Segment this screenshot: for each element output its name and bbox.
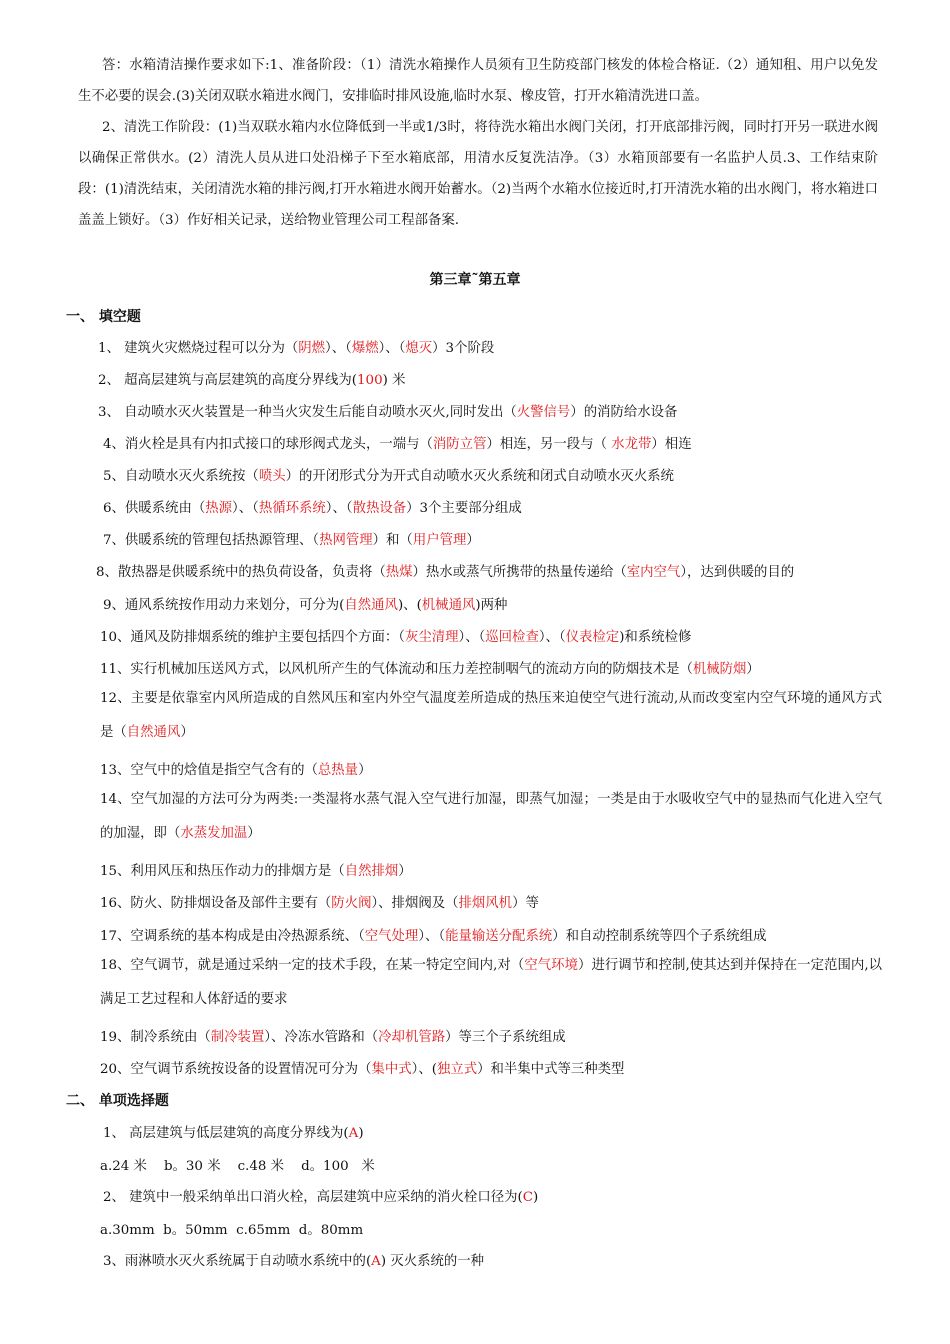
answer-text: 空气处理 (364, 929, 419, 944)
answer-text: 100 (357, 373, 383, 388)
answer-block (78, 50, 878, 236)
fill-blank-item: 12、主要是依靠室内风所造成的自然风压和室内外空气温度差所造成的热压来迫使空气进行流动,从而改变室内空气环境的通风方式是（自然通风） (100, 691, 882, 740)
fill-blank-item: 7、供暖系统的管理包括热源管理、（热网管理）和（用户管理） (103, 533, 480, 548)
answer-text: 散热设备 (352, 501, 407, 516)
answer-text: 爆燃 (351, 341, 379, 356)
answer-text: 冷却机管路 (378, 1030, 446, 1045)
answer-text: 热循环系统 (258, 501, 326, 516)
fill-blank-item: 1、 建筑火灾燃烧过程可以分为（阴燃）、（爆燃）、（熄灭）3个阶段 (98, 341, 495, 356)
answer-text: 总热量 (317, 763, 359, 778)
fill-blank-item: 18、空气调节，就是通过采纳一定的技术手段，在某一特定空间内,对（空气环境）进行调节和控制,使其达到并保持在一定范围内,以满足工艺过程和人体舒适的要求 (100, 958, 883, 1007)
fill-blank-item: 8、散热器是供暖系统中的热负荷设备，负责将（热煤）热水或蒸气所携带的热量传递给（室内空气），达到供暖的目的 (96, 565, 795, 580)
choice-options: a.30mm b。50mm c.65mm d。80mm (100, 1223, 364, 1238)
answer-text: 集中式 (371, 1062, 412, 1077)
answer-paragraph-2: 2、清洗工作阶段：(1)当双联水箱内水位降低到一半或1/3时，将待洗水箱出水阀门关闭，打开底部排污阀，同时打开另一联进水阀以确保正常供水。(2）清洗人员从进口处沿梯子下至水箱底部，用清水反复洗洁净。（3）水箱顶部要有一名监护人员.3、工作结束阶段：(1)清洗结束，关闭清洗水箱的排污阀,打开水箱进水阀开始蓄水。（2)当两个水箱水位接近时,打开清洗水箱的出水阀门，将水箱进口盖盖上锁好。（3）作好相关记录，送给物业管理公司工程部备案. (78, 120, 878, 228)
answer-text: A (348, 1126, 359, 1141)
choice-question: 3、雨淋喷水灭火系统属于自动喷水系统中的(A) 灭火系统的一种 (103, 1254, 485, 1269)
fill-blank-item: 14、空气加湿的方法可分为两类:一类湿将水蒸气混入空气进行加湿，即蒸气加湿；一类是由于水吸收空气中的显热而气化进入空气的加湿，即（水蒸发加温） (100, 792, 882, 841)
answer-text: 自然通风 (126, 725, 181, 740)
answer-text: 自然通风 (344, 598, 398, 613)
chapter-title: 第三章˜第五章 (429, 272, 521, 288)
answer-text: 巡回检查 (485, 630, 539, 645)
answer-text: 热源 (205, 501, 233, 516)
answer-text: 机械通风 (421, 598, 476, 613)
answer-text: 独立式 (436, 1062, 478, 1077)
answer-text: 仪表检定 (565, 630, 620, 645)
answer-paragraph-1: 答：水箱清洁操作要求如下:1、准备阶段：（1）清洗水箱操作人员须有卫生防疫部门核发的体检合格证.（2）通知租、用户以免发生不必要的误会.(3)关闭双联水箱进水阀门，安排临时排风设施,临时水泵、橡皮管，打开水箱清洗进口盖。 (78, 58, 878, 104)
fill-blank-item: 9、通风系统按作用动力来划分，可分为(自然通风)、(机械通风)两种 (103, 598, 508, 613)
answer-text: 熄灭 (405, 341, 433, 356)
answer-text: 火警信号 (516, 405, 571, 420)
answer-text: 排烟风机 (458, 896, 513, 911)
answer-text: 自然排烟 (344, 864, 399, 879)
answer-text: 热煤 (385, 565, 413, 580)
answer-text: 灰尘清理 (404, 630, 459, 645)
answer-text: 能量输送分配系统 (445, 929, 553, 944)
answer-text: 室内空气 (626, 565, 681, 580)
choice-question: 2、 建筑中一般采纳单出口消火栓，高层建筑中应采纳的消火栓口径为(C) (103, 1190, 539, 1205)
answer-text: 机械防烟 (692, 662, 747, 677)
answer-text: A (371, 1254, 381, 1269)
fill-blank-item: 11、实行机械加压送风方式，以风机所产生的气体流动和压力差控制咽气的流动方向的防烟技术是（机械防烟） (100, 662, 760, 677)
fill-blank-item: 6、供暖系统由（热源）、（热循环系统）、（散热设备）3个主要部分组成 (103, 501, 522, 516)
fill-blank-item: 5、自动喷水灭火系统按（喷头）的开闭形式分为开式自动喷水灭火系统和闭式自动喷水灭火系统 (103, 469, 674, 484)
fill-blank-item: 10、通风及防排烟系统的维护主要包括四个方面：（灰尘清理）、（巡回检查）、（仪表检定)和系统检修 (100, 630, 692, 645)
answer-text: 水龙带 (611, 437, 652, 452)
answer-text: 制冷装置 (210, 1030, 265, 1045)
answer-text: 用户管理 (412, 533, 467, 548)
choice-question: 1、 高层建筑与低层建筑的高度分界线为(A) (103, 1126, 364, 1141)
fill-blank-item: 2、 超高层建筑与高层建筑的高度分界线为(100) 米 (98, 373, 406, 388)
section-heading-fill-blank: 一、 填空题 (66, 309, 141, 325)
answer-text: C (522, 1190, 533, 1205)
fill-blank-item: 15、利用风压和热压作动力的排烟方是（自然排烟） (100, 864, 412, 879)
answer-text: 热网管理 (319, 533, 373, 548)
fill-blank-item: 17、空调系统的基本构成是由冷热源系统、（空气处理）、（能量输送分配系统）和自动控制系统等四个子系统组成 (100, 929, 767, 944)
fill-blank-item: 3、 自动喷水灭火装置是一种当火灾发生后能自动喷水灭火,同时发出（火警信号）的消防给水设备 (98, 405, 678, 420)
answer-text: 喷头 (258, 469, 286, 484)
fill-blank-item: 20、空气调节系统按设备的设置情况可分为（集中式）、(独立式）和半集中式等三种类型 (100, 1062, 625, 1077)
answer-text: 阴燃 (298, 341, 326, 356)
section-heading-single-choice: 二、 单项选择题 (66, 1093, 169, 1109)
answer-text: 水蒸发加温 (180, 826, 248, 841)
fill-blank-item: 13、空气中的焓值是指空气含有的（总热量） (100, 763, 372, 778)
answer-text: 消防立管 (432, 437, 487, 452)
answer-text: 防火阀 (331, 896, 372, 911)
fill-blank-item: 4、消火栓是具有内扣式接口的球形阀式龙头，一端与（消防立管）相连，另一段与（ 水龙带）相连 (103, 437, 692, 452)
fill-blank-item: 19、制冷系统由（制冷装置）、冷冻水管路和（冷却机管路）等三个子系统组成 (100, 1030, 566, 1045)
fill-blank-item: 16、防火、防排烟设备及部件主要有（防火阀）、排烟阀及（排烟风机）等 (100, 896, 539, 911)
answer-text: 空气环境 (524, 958, 579, 973)
choice-options: a.24 米 b。30 米 c.48 米 d。100 米 (100, 1159, 375, 1174)
